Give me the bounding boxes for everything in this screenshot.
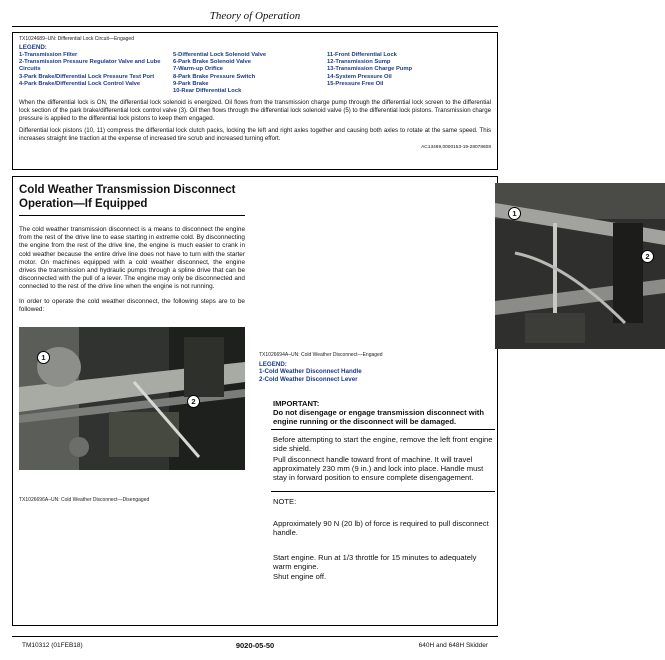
legend-item: 6-Park Brake Solenoid Valve — [173, 59, 251, 66]
legend-item: 14-System Pressure Oil — [327, 73, 392, 80]
left-photo-caption: TX1026696A–UN: Cold Weather Disconnect—Disengaged — [19, 497, 150, 503]
frame-and-lever-illustration — [495, 183, 665, 349]
legend-item: 2-Transmission Pressure Regulator Valve and Lube Circuits — [19, 59, 161, 73]
body-paragraph: In order to operate the cold weather disconnect, the following steps are to be followed: — [19, 297, 245, 313]
machine-model: 640H and 648H Skidder — [418, 642, 488, 649]
cold-weather-disconnect-section — [12, 176, 650, 626]
step-text: Start engine. Run at 1/3 throttle for 15 minutes to adequately warm engine. — [273, 553, 477, 572]
step-text: Before attempting to start the engine, remove the left front engine side shield. — [273, 435, 493, 454]
legend-item: 13-Transmission Charge Pump — [327, 66, 413, 73]
important-text: Do not disengage or engage transmission disconnect with engine running or the disconnect will be damaged. — [273, 408, 484, 427]
right-legend — [259, 359, 362, 384]
section-title: Cold Weather Transmission Disconnect Operation—If Equipped — [19, 184, 236, 210]
callout-1: 1 — [508, 207, 521, 220]
important-label: IMPORTANT: — [273, 399, 320, 408]
legend-label: LEGEND: — [19, 44, 47, 51]
note-label: NOTE: — [273, 497, 297, 506]
legend-item: 7-Warm-up Orifice — [173, 66, 224, 73]
legend-columns — [19, 52, 491, 95]
engine-bay-illustration — [19, 327, 245, 470]
legend-item: 4-Park Brake/Differential Lock Control Valve — [19, 80, 141, 87]
callout-1: 1 — [37, 351, 50, 364]
section-right-column — [253, 177, 650, 625]
legend-item: 15-Pressure Free Oil — [327, 80, 384, 87]
section-title-divider — [19, 215, 245, 216]
legend-item: 2-Cold Weather Disconnect Lever — [259, 375, 358, 383]
callout-2: 2 — [641, 250, 654, 263]
reference-code: AC13469,0000153-19-28078608 — [421, 145, 491, 151]
body-paragraph: Differential lock pistons (10, 11) compress the differential lock clutch packs, locking the left and right axles together and causing both axles to rotate at the same speed. This increases straight line traction at the expense of increased tire scrub and increased turning effort. — [19, 127, 491, 143]
disconnect-engaged-photo — [495, 183, 665, 349]
section-left-column — [13, 177, 251, 625]
footer-divider — [12, 636, 498, 637]
legend-column-1 — [19, 52, 171, 95]
header-divider — [12, 26, 498, 27]
step-text: Shut engine off. — [273, 572, 327, 581]
legend-column-2 — [173, 52, 325, 95]
manual-id: TM10312 (01FEB18) — [22, 642, 83, 649]
legend-item: 10-Rear Differential Lock — [173, 88, 242, 95]
note-divider — [271, 491, 495, 492]
legend-item: 12-Transmission Sump — [327, 59, 391, 66]
legend-label: LEGEND: — [259, 361, 287, 368]
legend-item: 1-Cold Weather Disconnect Handle — [259, 368, 362, 375]
legend-item: 1-Transmission Filter — [19, 52, 78, 58]
disconnect-disengaged-photo — [19, 327, 245, 470]
note-text: Approximately 90 N (20 lb) of force is required to pull disconnect handle. — [273, 519, 489, 538]
step-text: Pull disconnect handle toward front of machine. It will travel approximately 230 mm (9 in.) and lock into place. Handle must stay in forward position to ensure complete disengagement. — [273, 455, 484, 483]
legend-column-3 — [327, 52, 479, 95]
legend-item: 9-Park Brake — [173, 80, 209, 87]
differential-lock-legend-box — [12, 32, 498, 170]
page-header-title: Theory of Operation — [209, 10, 301, 22]
legend-item: 11-Front Differential Lock — [327, 52, 397, 58]
body-paragraph: When the differential lock is ON, the differential lock solenoid is energized. Oil flows from the transmission charge pump through the differential lock screen to the differential lock section of the park brake/differential lock control valve (3). Oil then flows through the differential lock solenoid valve (5) to the differential lock pistons. Transmission charge pressure is applied to the differential lock pistons to keep them engaged. — [19, 99, 491, 123]
legend-item: 5-Differential Lock Solenoid Valve — [173, 52, 267, 58]
important-notice — [273, 399, 493, 427]
right-photo-caption: TX1026694A–UN: Cold Weather Disconnect—Engaged — [259, 352, 383, 358]
page-number: 9020-05-50 — [235, 641, 275, 650]
figure-caption: TX1024689–UN: Differential Lock Circuit—Engaged — [19, 36, 134, 42]
callout-2: 2 — [187, 395, 200, 408]
legend-item: 3-Park Brake/Differential Lock Pressure Test Port — [19, 73, 155, 80]
legend-item: 8-Park Brake Pressure Switch — [173, 73, 256, 80]
body-paragraph: The cold weather transmission disconnect is a means to disconnect the engine from the rest of the drive line to ease starting in extreme cold. By disconnecting the engine from the rest of the drive line, the engine is much easier to crank in cold weather because the entire drive line does not have to turn with the starter motor. On machines equipped with a cold weather disconnect, the engine drives the transmission and hydraulic pumps through a spline drive that can be disconnected with the pull of a lever. The engine may only be disconnected and connected to the rest of the drive line when the engine is not running. — [19, 226, 245, 291]
notice-divider — [271, 429, 495, 430]
